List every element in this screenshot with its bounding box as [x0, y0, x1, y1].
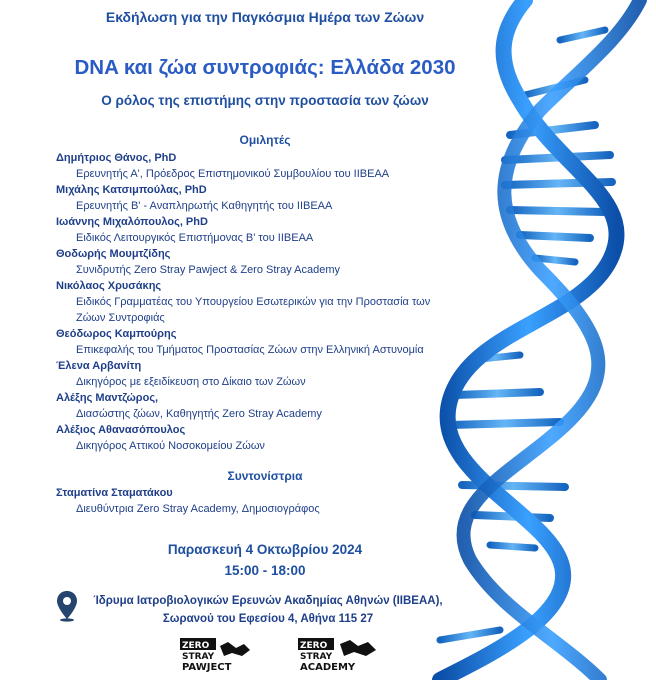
page-title: DNA και ζώα συντροφιάς: Ελλάδα 2030	[74, 56, 456, 79]
page-subtitle: Ο ρόλος της επιστήμης στην προστασία των ζώων	[101, 93, 429, 108]
speakers-list	[56, 150, 476, 454]
speakers-heading: Ομιλητές	[239, 133, 291, 147]
speaker-item	[56, 358, 476, 390]
speaker-name: Θεόδωρος Καμπούρης	[56, 328, 177, 340]
venue-line-2: Σωρανού του Εφεσίου 4, Αθήνα 115 27	[162, 613, 374, 625]
speaker-item	[56, 214, 476, 246]
zero-stray-academy-logo	[298, 638, 380, 672]
pawject-logo-mark	[180, 638, 252, 672]
academy-logo-line2: STRAY	[300, 652, 333, 662]
academy-logo-line3: ACADEMY	[300, 662, 356, 672]
speaker-item	[56, 326, 476, 358]
speaker-role: Ειδικός Λειτουργικός Επιστήμονας Β' του ΙΙΒΕΑΑ	[76, 232, 314, 244]
event-time: 15:00 - 18:00	[224, 563, 306, 578]
moderator-name: Σταματίνα Σταματάκου	[56, 487, 173, 499]
speaker-name: Δημήτριος Θάνος, PhD	[56, 152, 177, 164]
speaker-name: Ιωάννης Μιχαλόπουλος, PhD	[56, 216, 208, 228]
speaker-item	[56, 182, 476, 214]
speaker-name: Θοδωρής Μουμτζίδης	[56, 248, 171, 260]
speaker-role: Ερευνητής Α', Πρόεδρος Επιστημονικού Συμβουλίου του ΙΙΒΕΑΑ	[76, 168, 390, 180]
speaker-item	[56, 150, 476, 182]
event-date: Παρασκευή 4 Οκτωβρίου 2024	[167, 542, 363, 557]
pawject-logo-line2: STRAY	[182, 652, 215, 662]
speaker-role: Συνιδρυτής Zero Stray Pawject & Zero Stray Academy	[76, 264, 340, 276]
zero-stray-pawject-logo	[180, 638, 252, 672]
speaker-role: Επικεφαλής του Τμήματος Προστασίας Ζώων στην Ελληνική Αστυνομία	[76, 344, 424, 356]
speaker-role-continued: Ζώων Συντροφιάς	[76, 312, 165, 324]
speaker-role: Ειδικός Γραμματέας του Υπουργείου Εσωτερικών για την Προστασία των	[76, 296, 431, 308]
speaker-name: Αλέξιος Αθανασόπουλος	[56, 424, 186, 436]
speaker-name: Έλενα Αρβανίτη	[56, 360, 142, 372]
moderator-heading: Συντονίστρια	[227, 469, 303, 483]
moderator-item	[56, 485, 476, 517]
moderator-role: Διευθύντρια Zero Stray Academy, Δημοσιογράφος	[76, 503, 320, 515]
speaker-name: Αλέξης Μαντζώρος,	[56, 392, 159, 404]
speaker-item	[56, 422, 476, 454]
venue-address	[78, 592, 458, 628]
academy-logo-mark	[298, 638, 380, 672]
event-tagline: Εκδήλωση για την Παγκόσμια Ημέρα των Ζώων	[105, 9, 425, 25]
venue-line-1: Ίδρυμα Ιατροβιολογικών Ερευνών Ακαδημίας Αθηνών (ΙΙΒΕΑΑ),	[93, 595, 443, 607]
speaker-role: Δικηγόρος Αττικού Νοσοκομείου Ζώων	[76, 440, 265, 452]
speaker-item	[56, 278, 476, 326]
pawject-logo-line1: ZERO	[182, 641, 210, 651]
speaker-name: Νικόλαος Χρυσάκης	[56, 280, 162, 292]
speaker-role: Δικηγόρος με εξειδίκευση στο Δίκαιο των Ζώων	[76, 376, 306, 388]
speaker-role: Διασώστης ζώων, Καθηγητής Zero Stray Academy	[76, 408, 322, 420]
speaker-name: Μιχάλης Κατσιμπούλας, PhD	[56, 184, 207, 196]
pawject-logo-line3: PAWJECT	[182, 662, 232, 672]
academy-logo-line1: ZERO	[300, 641, 328, 651]
speaker-role: Ερευνητής Β' - Αναπληρωτής Καθηγητής του ΙΙΒΕΑΑ	[76, 200, 333, 212]
location-pin-icon	[55, 590, 79, 622]
speaker-item	[56, 390, 476, 422]
speaker-item	[56, 246, 476, 278]
